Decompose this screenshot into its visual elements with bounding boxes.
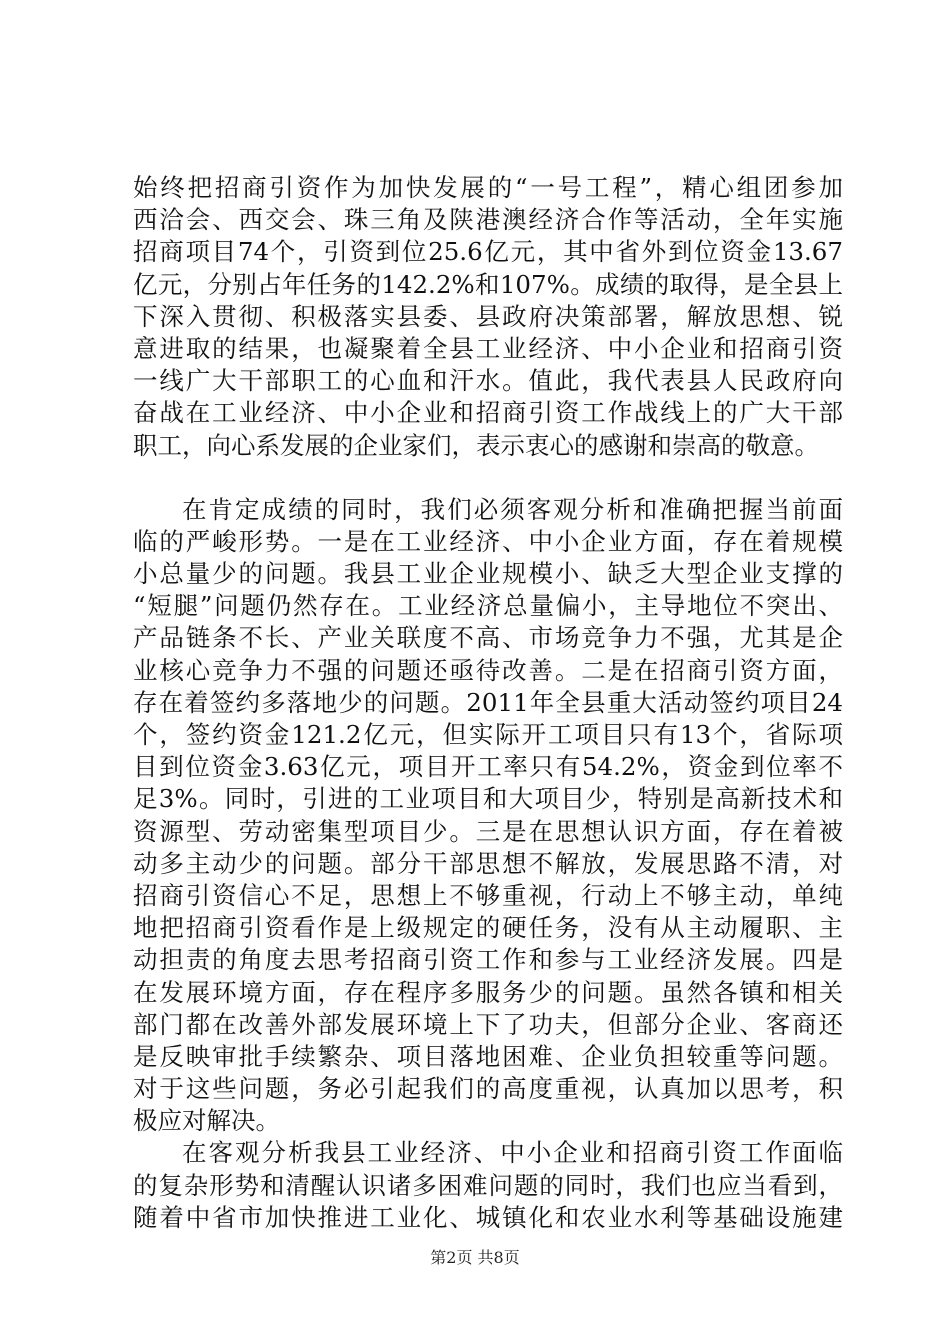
paragraph-line: “短腿”问题仍然存在。工业经济总量偏小，主导地位不突出、	[133, 591, 843, 621]
paragraph-line: 产品链条不长、产业关联度不高、市场竞争力不强，尤其是企	[133, 623, 843, 653]
paragraph-1	[133, 172, 843, 462]
document-body	[133, 172, 843, 1234]
paragraph-line: 动担责的角度去思考招商引资工作和参与工业经济发展。四是	[133, 945, 843, 975]
paragraph-spacer	[133, 462, 843, 494]
paragraph-line: 亿元，分别占年任务的142.2%和107%。成绩的取得，是全县上	[133, 269, 843, 299]
paragraph-line: 动多主动少的问题。部分干部思想不解放，发展思路不清，对	[133, 848, 843, 878]
paragraph-line: 在发展环境方面，存在程序多服务少的问题。虽然各镇和相关	[133, 977, 843, 1007]
paragraph-line: 临的严峻形势。一是在工业经济、中小企业方面，存在着规模	[133, 526, 843, 556]
paragraph-line: 招商项目74个，引资到位25.6亿元，其中省外到位资金13.67	[133, 237, 843, 267]
paragraph-line: 对于这些问题，务必引起我们的高度重视，认真加以思考，积	[133, 1074, 843, 1104]
paragraph-line: 随着中省市加快推进工业化、城镇化和农业水利等基础设施建	[133, 1202, 843, 1232]
paragraph-line: 意进取的结果，也凝聚着全县工业经济、中小企业和招商引资	[133, 333, 843, 363]
paragraph-line: 足3%。同时，引进的工业项目和大项目少，特别是高新技术和	[133, 784, 843, 814]
paragraph-line: 西洽会、西交会、珠三角及陕港澳经济合作等活动，全年实施	[133, 205, 843, 235]
paragraph-line: 始终把招商引资作为加快发展的“一号工程”，精心组团参加	[133, 173, 843, 202]
paragraph-line: 一线广大干部职工的心血和汗水。值此，我代表县人民政府向	[133, 366, 843, 396]
paragraph-line: 资源型、劳动密集型项目少。三是在思想认识方面，存在着被	[133, 816, 843, 846]
paragraph-line: 目到位资金3.63亿元，项目开工率只有54.2%，资金到位率不	[133, 752, 843, 782]
paragraph-line: 在客观分析我县工业经济、中小企业和招商引资工作面临	[182, 1138, 843, 1168]
paragraph-line: 职工，向心系发展的企业家们，表示衷心的感谢和崇高的敬意。	[133, 430, 819, 460]
paragraph-line: 部门都在改善外部发展环境上下了功夫，但部分企业、客商还	[133, 1009, 843, 1039]
page-number-footer: 第2页 共8页	[430, 1248, 520, 1267]
paragraph-line: 招商引资信心不足，思想上不够重视，行动上不够主动，单纯	[133, 880, 843, 910]
paragraph-line: 的复杂形势和清醒认识诸多困难问题的同时，我们也应当看到，	[133, 1170, 843, 1200]
paragraph-line: 地把招商引资看作是上级规定的硬任务，没有从主动履职、主	[133, 913, 843, 943]
paragraph-line: 存在着签约多落地少的问题。2011年全县重大活动签约项目24	[133, 687, 843, 717]
paragraph-line: 个，签约资金121.2亿元，但实际开工项目只有13个，省际项	[133, 720, 843, 749]
paragraph-line: 是反映审批手续繁杂、项目落地困难、企业负担较重等问题。	[133, 1041, 843, 1071]
paragraph-line: 奋战在工业经济、中小企业和招商引资工作战线上的广大干部	[133, 398, 843, 428]
paragraph-line: 下深入贯彻、积极落实县委、县政府决策部署，解放思想、锐	[133, 301, 843, 331]
paragraph-3	[133, 1137, 843, 1234]
paragraph-line: 在肯定成绩的同时，我们必须客观分析和准确把握当前面	[182, 494, 843, 524]
paragraph-line: 业核心竞争力不强的问题还亟待改善。二是在招商引资方面，	[133, 655, 843, 685]
paragraph-line: 小总量少的问题。我县工业企业规模小、缺乏大型企业支撑的	[133, 559, 843, 589]
paragraph-line: 极应对解决。	[133, 1106, 280, 1136]
paragraph-2	[133, 494, 843, 1138]
